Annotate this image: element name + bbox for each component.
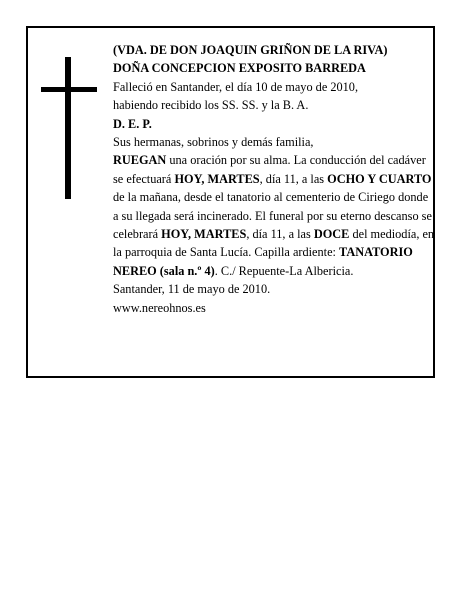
latin-cross-icon	[41, 57, 97, 199]
body-text-5: del mediodía, en la parroquia de Santa Lucía. Capilla ardiente:	[113, 227, 435, 260]
deceased-name: DOÑA CONCEPCION EXPOSITO BARREDA	[113, 61, 366, 76]
family-line: Sus hermanas, sobrinos y demás familia,	[113, 135, 314, 150]
ruegan-word: RUEGAN	[113, 153, 167, 168]
body-text-3: de la mañana, desde el tanatorio al cementerio de Ciriego donde a su llegada será incinerado. El funeral por su eterno descanso se celebrará	[113, 190, 432, 242]
ocho-y-cuarto: OCHO Y CUARTO	[327, 171, 432, 186]
cross-horizontal-bar	[41, 87, 97, 92]
obituary-notice	[26, 26, 435, 378]
body-text-2: , día 11, a las	[259, 171, 328, 186]
body-text-6: . C./ Repuente-La Albericia.	[214, 263, 354, 278]
death-line-1: Falleció en Santander, el día 10 de mayo de 2010,	[113, 79, 359, 94]
cross-vertical-bar	[65, 57, 71, 199]
website-line: www.nereohnos.es	[113, 300, 206, 315]
widow-of-line: (VDA. DE DON JOAQUIN GRIÑON DE LA RIVA)	[113, 43, 388, 57]
doce-word: DOCE	[313, 227, 350, 242]
dep-line: D. E. P.	[113, 116, 152, 131]
body-text-4: , día 11, a las	[246, 227, 314, 242]
ceremony-paragraph	[113, 151, 435, 280]
date-place-line: Santander, 11 de mayo de 2010.	[113, 282, 271, 297]
tanatorio-name: TANATORIO NEREO (sala n.º 4)	[113, 245, 413, 278]
hoy-martes-2: HOY, MARTES	[161, 227, 247, 242]
notice-text	[113, 41, 435, 317]
death-line-2: habiendo recibido los SS. SS. y la B. A.	[113, 98, 309, 113]
body-text-1: una oración por su alma. La conducción del cadáver se efectuará	[113, 153, 426, 186]
hoy-martes-1: HOY, MARTES	[174, 171, 260, 186]
